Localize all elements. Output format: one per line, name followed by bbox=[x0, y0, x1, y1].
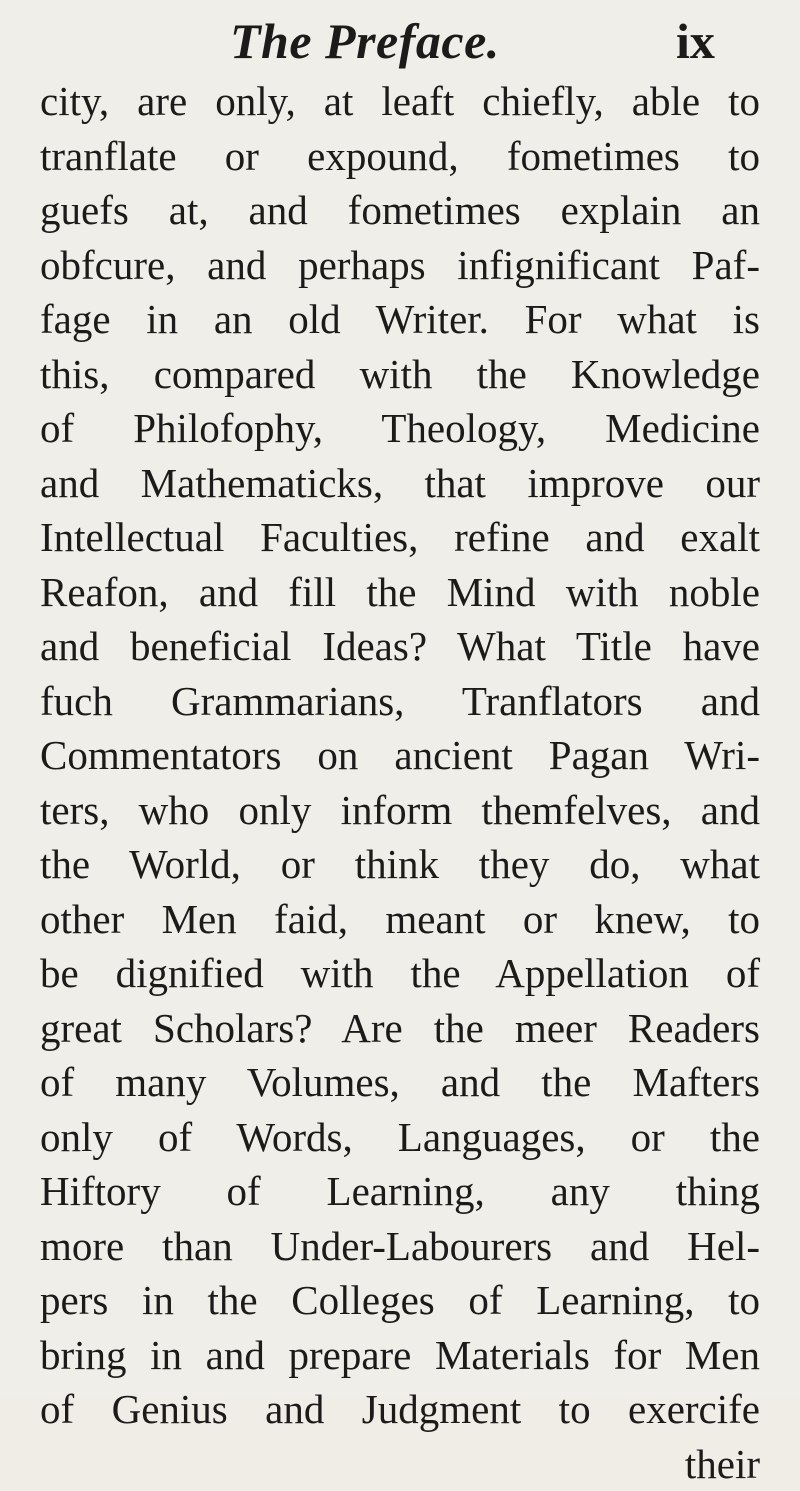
text-line: and Mathematicks, that improve our bbox=[40, 456, 760, 511]
text-line: of many Volumes, and the Mafters bbox=[40, 1055, 760, 1110]
catchword: their bbox=[40, 1437, 760, 1491]
text-line: and beneficial Ideas? What Title have bbox=[40, 619, 760, 674]
text-line: of Philofophy, Theology, Medicine bbox=[40, 401, 760, 456]
text-line: this, compared with the Knowledge bbox=[40, 347, 760, 402]
text-line: city, are only, at leaft chiefly, able to bbox=[40, 74, 760, 129]
text-line: only of Words, Languages, or the bbox=[40, 1110, 760, 1165]
page-number: ix bbox=[676, 6, 715, 76]
body-text bbox=[40, 74, 760, 1491]
text-line: the World, or think they do, what bbox=[40, 837, 760, 892]
text-line: ters, who only inform themfelves, and bbox=[40, 783, 760, 838]
text-line: guefs at, and fometimes explain an bbox=[40, 183, 760, 238]
page-header bbox=[0, 6, 800, 76]
text-line: Commentators on ancient Pagan Wri- bbox=[40, 728, 760, 783]
text-line: of Genius and Judgment to exercife bbox=[40, 1382, 760, 1437]
text-line: Hiftory of Learning, any thing bbox=[40, 1164, 760, 1219]
text-line: Intellectual Faculties, refine and exalt bbox=[40, 510, 760, 565]
text-line: be dignified with the Appellation of bbox=[40, 946, 760, 1001]
text-line: obfcure, and perhaps infignificant Paf- bbox=[40, 238, 760, 293]
text-line: bring in and prepare Materials for Men bbox=[40, 1328, 760, 1383]
text-line: great Scholars? Are the meer Readers bbox=[40, 1001, 760, 1056]
text-line: Reafon, and fill the Mind with noble bbox=[40, 565, 760, 620]
text-line: fage in an old Writer. For what is bbox=[40, 292, 760, 347]
text-line: more than Under-Labourers and Hel- bbox=[40, 1219, 760, 1274]
text-line: other Men faid, meant or knew, to bbox=[40, 892, 760, 947]
text-line: tranflate or expound, fometimes to bbox=[40, 129, 760, 184]
text-line: pers in the Colleges of Learning, to bbox=[40, 1273, 760, 1328]
running-head: The Preface. bbox=[230, 6, 500, 76]
text-line: fuch Grammarians, Tranflators and bbox=[40, 674, 760, 729]
